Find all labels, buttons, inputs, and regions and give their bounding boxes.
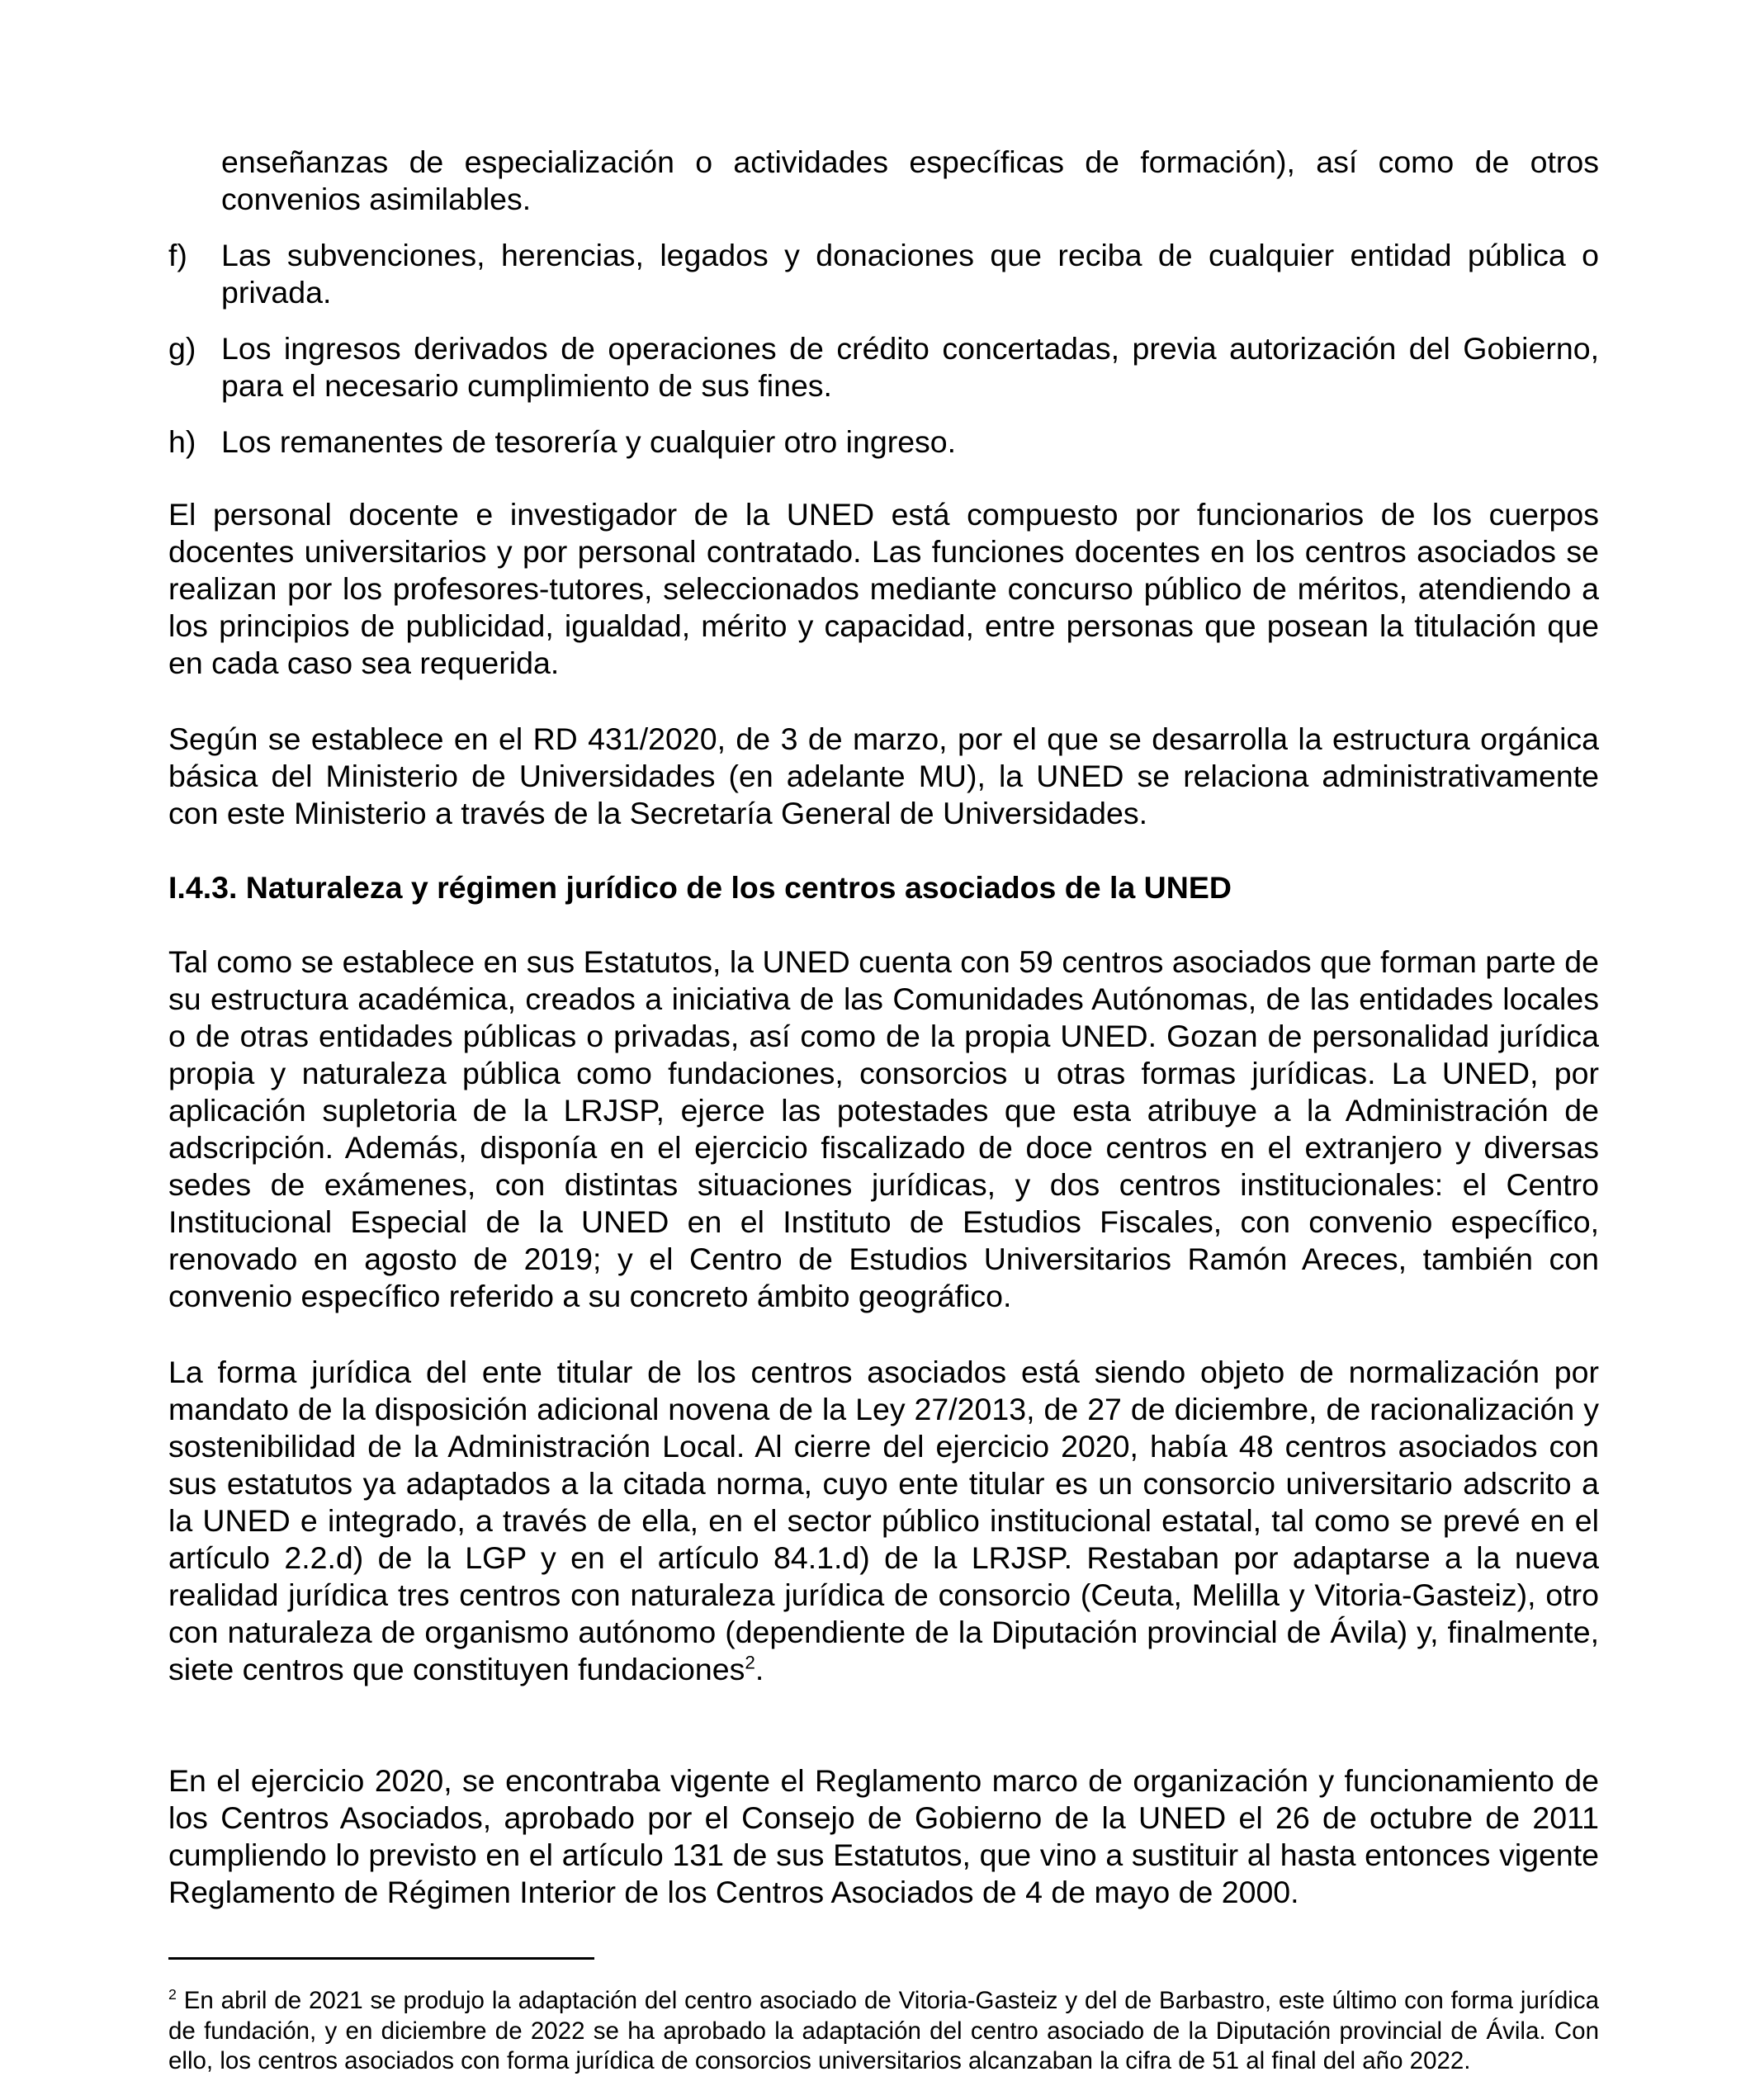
period: . <box>755 1652 764 1686</box>
list-text: Los remanentes de tesorería y cualquier otro ingreso. <box>221 424 957 459</box>
paragraph-reglamento: En el ejercicio 2020, se encontraba vigente el Reglamento marco de organización y funcionamiento de los Centros Asociados, aprobado por el Consejo de Gobierno de la UNED el 26 de octubre de 2011 cumpliendo lo previsto en el artículo 131 de sus Estatutos, que vino a sustituir al hasta entonces vigente Reglamento de Régimen Interior de los Centros Asociados de 4 de mayo de 2000. <box>168 1763 1599 1909</box>
footnote <box>168 1986 1599 2077</box>
list-item-continuation: enseñanzas de especialización o actividades específicas de formación), así como de otros convenios asimilables. <box>221 144 1599 216</box>
list-item-h <box>168 423 1599 461</box>
section-heading: I.4.3. Naturaleza y régimen jurídico de los centros asociados de la UNED <box>168 870 1232 905</box>
footnote-ref[interactable]: 2 <box>745 1652 755 1673</box>
list-label: h) <box>168 424 196 459</box>
paragraph-rd-431: Según se establece en el RD 431/2020, de 3 de marzo, por el que se desarrolla la estructura orgánica básica del Ministerio de Universidades (en adelante MU), la UNED se relaciona administrativamente con este Ministerio a través de la Secretaría General de Universidades. <box>168 721 1599 830</box>
list-text: Los ingresos derivados de operaciones de crédito concertadas, previa autorización del Gobierno, para el necesario cumplimiento de sus fines. <box>221 331 1599 403</box>
list-label: f) <box>168 238 187 272</box>
footnote-divider <box>168 1957 594 1960</box>
paragraph-text: La forma jurídica del ente titular de los centros asociados está siendo objeto de normalización por mandato de la disposición adicional novena de la Ley 27/2013, de 27 de diciembre, de racionalización y sostenibilidad de la Administración Local. Al cierre del ejercicio 2020, había 48 centros asociados con sus estatutos ya adaptados a la citada norma, cuyo ente titular es un consorcio universitario adscrito a la UNED e integrado, a través de ella, en el sector público institucional estatal, tal como se prevé en el artículo 2.2.d) de la LGP y en el artículo 84.1.d) de la LRJSP. Restaban por adaptarse a la nueva realidad jurídica tres centros con naturaleza jurídica de consorcio (Ceuta, Melilla y Vitoria-Gasteiz), otro con naturaleza de organismo autónomo (dependiente de la Diputación provincial de Ávila) y, finalmente, siete centros que constituyen fundaciones <box>168 1355 1599 1686</box>
list-item-g <box>168 330 1599 404</box>
list-item-f <box>168 237 1599 311</box>
list-label: g) <box>168 331 196 366</box>
paragraph-forma-juridica <box>168 1354 1599 1688</box>
list-text: Las subvenciones, herencias, legados y donaciones que reciba de cualquier entidad pública o privada. <box>221 238 1599 310</box>
footnote-number: 2 <box>168 1986 177 2003</box>
footnote-text: En abril de 2021 se produjo la adaptación del centro asociado de Vitoria-Gasteiz y del de Barbastro, este último con forma jurídica de fundación, y en diciembre de 2022 se ha aprobado la adaptación del centro asociado de la Diputación provincial de Ávila. Con ello, los centros asociados con forma jurídica de consorcios universitarios alcanzaban la cifra de 51 al final del año 2022. <box>168 1987 1599 2074</box>
paragraph-centros-asociados: Tal como se establece en sus Estatutos, la UNED cuenta con 59 centros asociados que forman parte de su estructura académica, creados a iniciativa de las Comunidades Autónomas, de las entidades locales o de otras entidades públicas o privadas, así como de la propia UNED. Gozan de personalidad jurídica propia y naturaleza pública como fundaciones, consorcios u otras formas jurídicas. La UNED, por aplicación supletoria de la LRJSP, ejerce las potestades que esta atribuye a la Administración de adscripción. Además, disponía en el ejercicio fiscalizado de doce centros en el extranjero y diversas sedes de exámenes, con distintas situaciones jurídicas, y dos centros institucionales: el Centro Institucional Especial de la UNED en el Instituto de Estudios Fiscales, con convenio específico, renovado en agosto de 2019; y el Centro de Estudios Universitarios Ramón Areces, también con convenio específico referido a su concreto ámbito geográfico. <box>168 944 1599 1313</box>
paragraph-personal-docente: El personal docente e investigador de la UNED está compuesto por funcionarios de los cuerpos docentes universitarios y por personal contratado. Las funciones docentes en los centros asociados se realizan por los profesores-tutores, seleccionados mediante concurso público de méritos, atendiendo a los principios de publicidad, igualdad, mérito y capacidad, entre personas que posean la titulación que en cada caso sea requerida. <box>168 497 1599 680</box>
